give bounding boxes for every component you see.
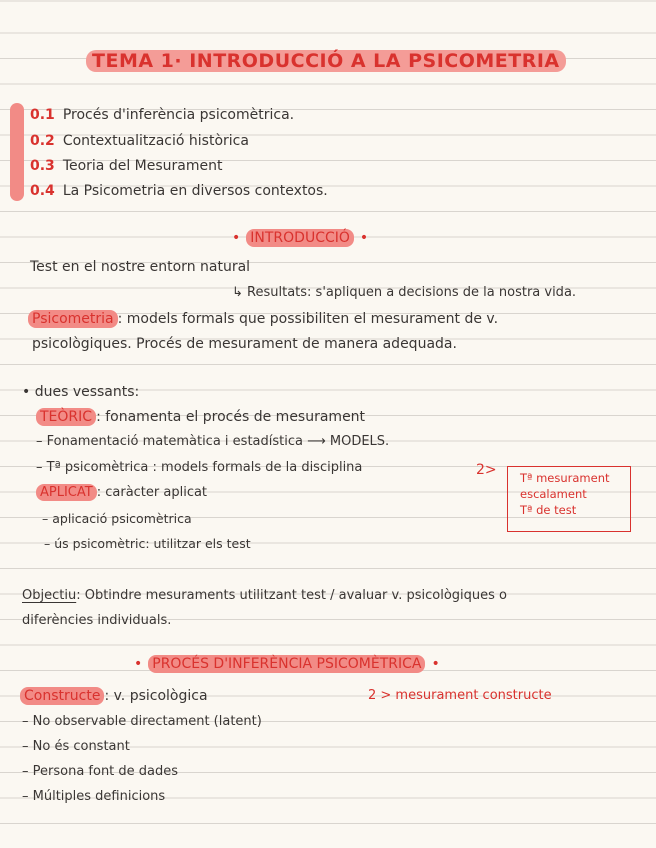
page-title: TEMA 1· INTRODUCCIÓ A LA PSICOMETRIA	[86, 50, 566, 72]
section-heading-intro: • INTRODUCCIÓ •	[232, 230, 369, 246]
results-line: ↳ Resultats: s'apliquen a decisions de la nostra vida.	[232, 285, 577, 300]
index-highlight-bar	[10, 103, 24, 201]
index-item	[30, 158, 223, 174]
aplicat-text: : caràcter aplicat	[96, 485, 208, 500]
arrow-note: 2>	[476, 462, 497, 478]
aplicacio-line: – aplicació psicomètrica	[42, 511, 192, 526]
list-item: – Múltiples definicions	[22, 789, 166, 804]
section-title: INTRODUCCIÓ	[246, 229, 354, 247]
index-number: 0.2	[30, 133, 55, 149]
objectiu-line	[22, 588, 507, 603]
vessants-heading: • dues vessants:	[22, 384, 140, 400]
index-text: Procés d'inferència psicomètrica.	[62, 107, 295, 123]
index-number: 0.1	[30, 107, 55, 123]
term-aplicat: APLICAT	[36, 484, 97, 501]
teoria-box	[507, 466, 631, 532]
term-psicometria: Psicometria	[28, 310, 118, 328]
list-item: – Persona font de dades	[22, 764, 179, 779]
term-constructe: Constructe	[20, 687, 104, 705]
objectiu-line-cont: diferències individuals.	[22, 613, 172, 628]
objectiu-text: : Obtindre mesuraments utilitzant test / avaluar v. psicològiques o	[76, 588, 507, 603]
index-number: 0.3	[30, 158, 55, 174]
box-line: Tª mesurament	[520, 471, 610, 485]
teoric-line	[36, 409, 365, 425]
aplicat-line	[36, 485, 207, 500]
term-teoric: TEÒRIC	[36, 408, 96, 426]
fonamentacio-line: – Fonamentació matemàtica i estadística ⟶ MODELS.	[36, 434, 390, 449]
section-heading-proces: • PROCÉS D'INFERÈNCIA PSICOMÈTRICA •	[134, 656, 440, 672]
constructe-text: : v. psicològica	[104, 688, 208, 704]
term-objectiu: Objectiu	[22, 588, 77, 603]
index-text: La Psicometria en diversos contextos.	[62, 183, 328, 199]
constructe-note: 2 > mesurament constructe	[368, 688, 552, 703]
index-item	[30, 133, 249, 149]
list-item: – No és constant	[22, 739, 130, 754]
teoria-line: – Tª psicomètrica : models formals de la disciplina	[36, 460, 363, 475]
box-line: Tª de test	[520, 503, 577, 517]
index-number: 0.4	[30, 183, 55, 199]
index-item	[30, 183, 328, 199]
definition-text: : models formals que possibiliten el mesurament de v.	[117, 311, 499, 327]
index-text: Teoria del Mesurament	[62, 158, 223, 174]
list-item: – No observable directament (latent)	[22, 714, 262, 729]
box-line: escalament	[520, 487, 587, 501]
psicometria-definition	[28, 311, 498, 327]
us-line: – ús psicomètric: utilitzar els test	[44, 536, 251, 551]
index-item	[30, 107, 294, 123]
constructe-line	[20, 688, 208, 704]
section-title: PROCÉS D'INFERÈNCIA PSICOMÈTRICA	[148, 655, 425, 673]
intro-line: Test en el nostre entorn natural	[30, 259, 251, 275]
teoric-text: : fonamenta el procés de mesurament	[96, 409, 366, 425]
psicometria-definition-cont: psicològiques. Procés de mesurament de manera adequada.	[32, 336, 457, 352]
index-text: Contextualització històrica	[62, 133, 249, 149]
